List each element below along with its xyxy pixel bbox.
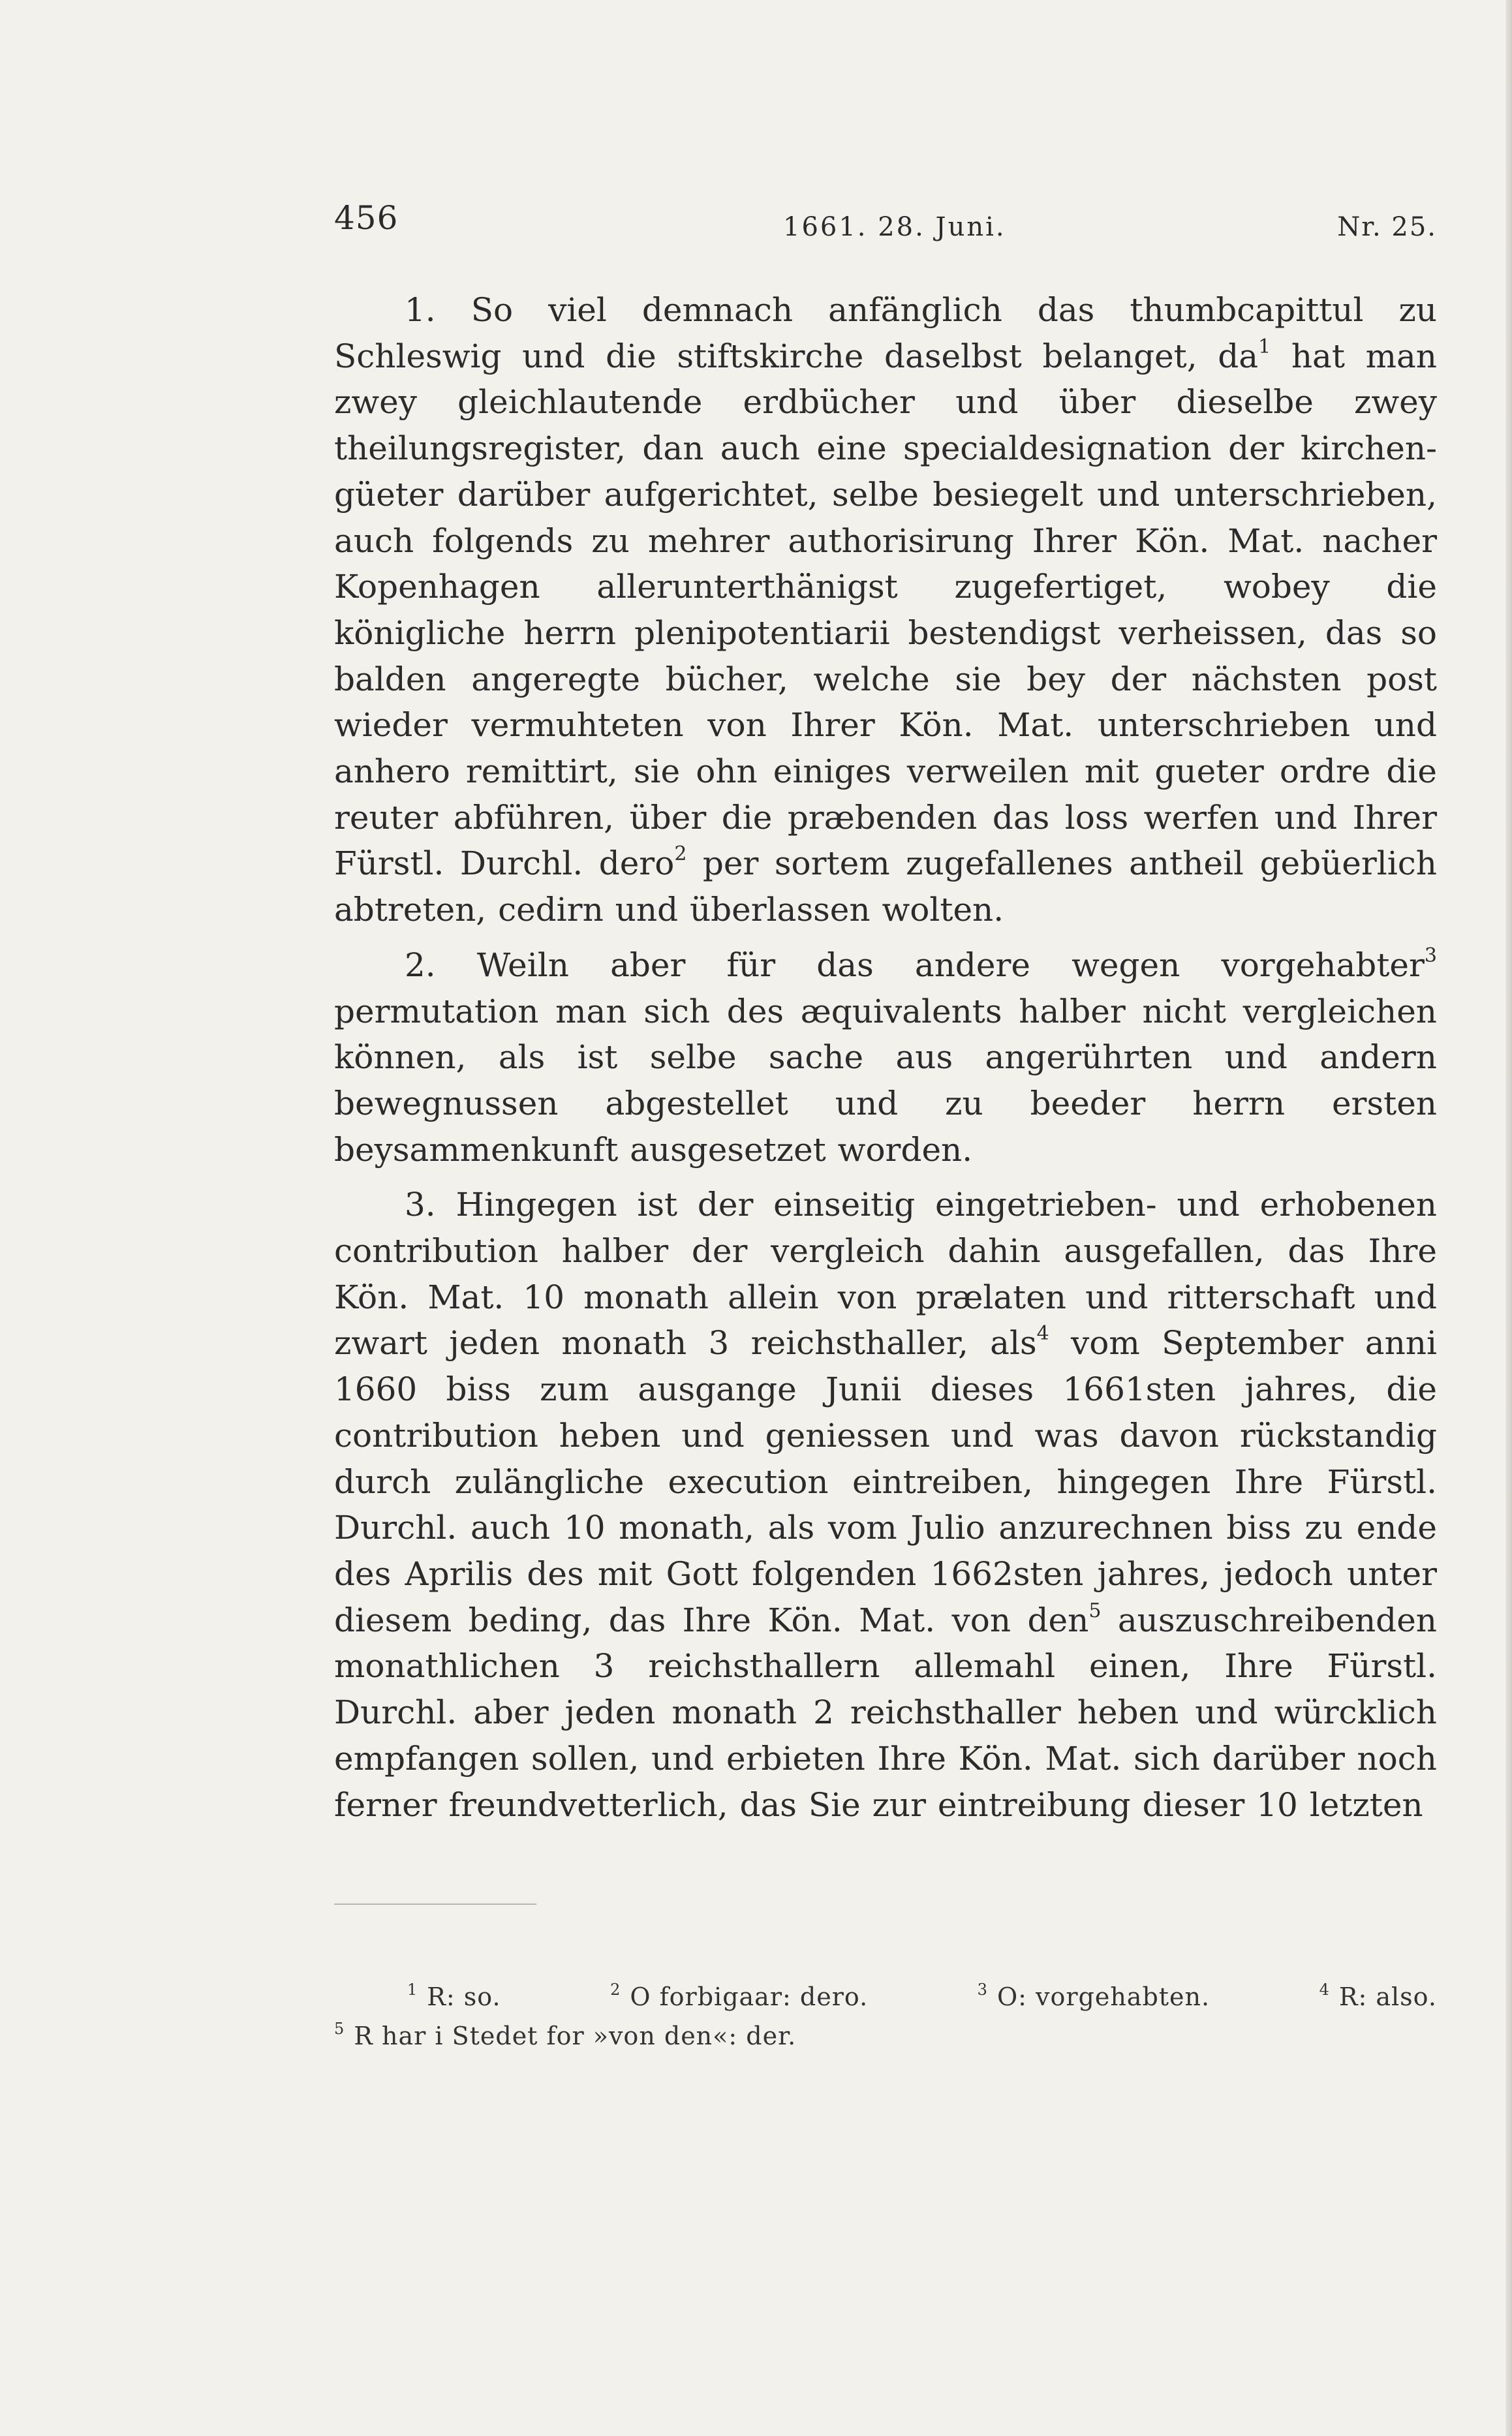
paragraph-text: permutation man sich des æquivalents halber nicht vergleichen können, als ist selbe sache aus angerührten und andern bewegnussen abgestellet und zu beeder herrn ersten beysammenkunft ausgesetzet worden. xyxy=(334,992,1437,1169)
footnote-ref: 4 xyxy=(1036,1322,1049,1346)
footnote-1 xyxy=(407,1977,501,2016)
footnote-text: O forbigaar: dero. xyxy=(630,1982,869,2011)
footnote-text: O: vorgehabten. xyxy=(996,1982,1211,2011)
paragraph-3 xyxy=(334,1182,1437,1828)
footnote-mark: 4 xyxy=(1319,1981,1330,1999)
paragraph-2 xyxy=(334,942,1437,1173)
footnote-mark: 5 xyxy=(334,2020,345,2038)
paragraph-text: 1. So viel demnach anfänglich das thumbcapittul zu Schleswig und die stiftskirche daselbst belanget, da xyxy=(334,291,1437,375)
footnote-mark: 1 xyxy=(407,1981,418,1999)
footnote-text: R har i Stedet for »von den«: der. xyxy=(354,2022,797,2050)
footnote-2 xyxy=(610,1977,868,2016)
running-header xyxy=(334,199,1437,251)
paragraph-text: auszuschreibenden monathlichen 3 reichsthallern allemahl einen, Ihre Fürstl. Durchl. aber jeden monath 2 reichsthaller heben und würcklich empfangen sollen, und erbieten Ihre Kön. Mat. sich darüber noch ferner freundvetterlich, das Sie zur eintreibung dieser 10 letzten xyxy=(334,1601,1437,1824)
footnote-ref: 5 xyxy=(1088,1599,1102,1622)
footnote-row xyxy=(334,1977,1437,2016)
paragraph-text: per sortem zugefallenes antheil gebüerlich abtreten, cedirn und überlassen wolten. xyxy=(334,844,1437,929)
page-number: 456 xyxy=(334,199,399,237)
header-date: 1661. 28. Juni. xyxy=(783,212,1006,242)
paragraph-text: 3. Hingegen ist der einseitig eingetrieben- und erhobenen contribution halber der vergleich dahin ausgefallen, das Ihre Kön. Mat. 10 monath allein von prælaten und ritterschaft und zwart jeden monath 3 reichsthaller, als xyxy=(334,1186,1437,1363)
paragraph-text: hat man zwey gleichlautende erdbücher und über dieselbe zwey theilungsregister, dan auch eine specialdesignation der kirchen-güeter darüber aufgerichtet, selbe besiegelt und unterschrieben, auch folgends zu mehrer authorisirung Ihrer Kön. Mat. nacher Kopenhagen allerunterthänigst zugefertiget, wobey die königliche herrn plenipotentiarii bestendigst verheissen, das so balden angeregte bücher, welche sie bey der nächsten post wieder vermuhteten von Ihrer Kön. Mat. unterschrieben und anhero remittirt, sie ohn einiges verweilen mit gueter ordre die reuter abführen, über die præbenden das loss werfen und Ihrer Fürstl. Durchl. dero xyxy=(334,337,1437,883)
footnote-3 xyxy=(978,1977,1210,2016)
footnote-4 xyxy=(1319,1977,1437,2016)
paragraph-1 xyxy=(334,287,1437,933)
page-edge xyxy=(1505,0,1512,2436)
footnotes xyxy=(334,1977,1437,2056)
footnote-ref: 3 xyxy=(1424,944,1437,967)
footnote-divider xyxy=(334,1904,536,1905)
body-text xyxy=(334,287,1437,1837)
footnote-text: R: also. xyxy=(1338,1982,1437,2011)
footnote-mark: 2 xyxy=(610,1981,621,1999)
footnote-text: R: so. xyxy=(427,1982,501,2011)
footnote-5 xyxy=(334,2016,796,2056)
document-number: Nr. 25. xyxy=(1337,212,1437,242)
paragraph-text: 2. Weiln aber für das andere wegen vorgehabter xyxy=(405,946,1425,984)
footnote-ref: 2 xyxy=(674,842,687,866)
footnote-mark: 3 xyxy=(977,1981,988,1999)
footnote-row xyxy=(334,2016,1437,2056)
paragraph-text: vom September anni 1660 biss zum ausgange Junii dieses 1661sten jahres, die contribution heben und geniessen und was davon rückstandig durch zulängliche execution eintreiben, hingegen Ihre Fürstl. Durchl. auch 10 monath, als vom Julio anzurechnen biss zu ende des Aprilis des mit Gott folgenden 1662sten jahres, jedoch unter diesem beding, das Ihre Kön. Mat. von den xyxy=(334,1324,1437,1639)
footnote-ref: 1 xyxy=(1258,335,1271,358)
